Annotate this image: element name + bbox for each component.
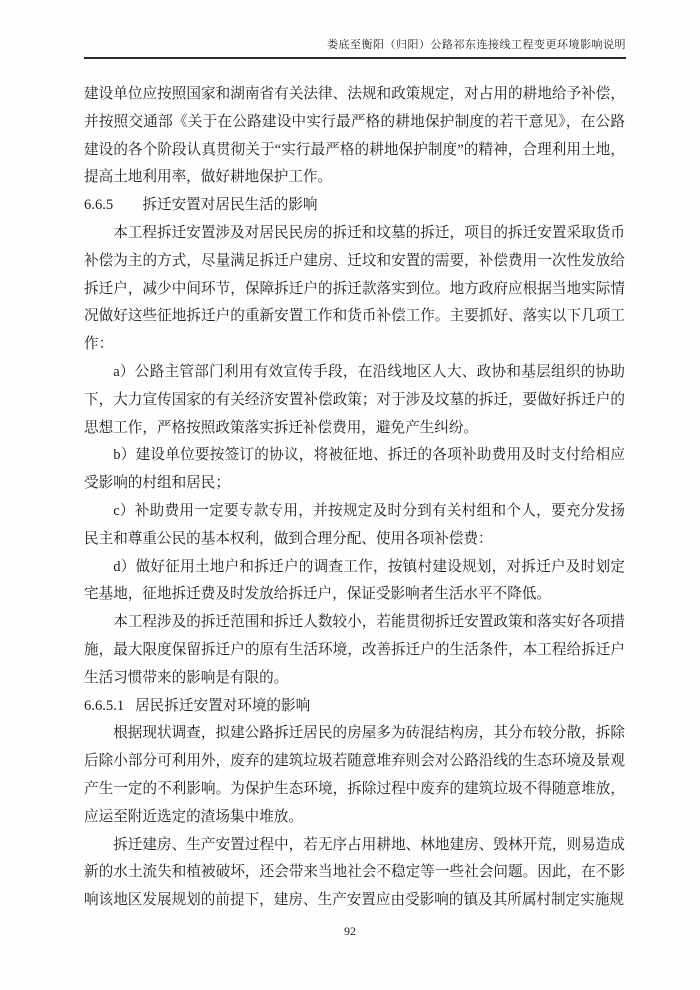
list-item-d: d）做好征用土地户和拆迁户的调查工作，按镇村建设规划，对拆迁户及时划定宅基地，征地拆迁费及时发放给拆迁户，保证受影响者生活水平不降低。 — [84, 558, 625, 603]
section-heading-6-6-5 — [84, 192, 625, 220]
paragraph-demolition-waste: 根据现状调查，拟建公路拆迁居民的房屋多为砖混结构房，其分布较分散，拆除后除小部分可利用外，废弃的建筑垃圾若随意堆弃则会对公路沿线的生态环境及景观产生一定的不利影响。为保护生态环境，拆除过程中废弃的建筑垃圾不得随意堆放，应运至附近选定的渣场集中堆放。 — [84, 725, 625, 825]
paragraph-continuation: 建设单位应按照国家和湖南省有关法律、法规和政策规定，对占用的耕地给予补偿，并按照交通部《关于在公路建设中实行最严格的耕地保护制度的若干意见》，在公路建设的各个阶段认真贯彻关于“实行最严格的耕地保护制度”的精神，合理利用土地，提高土地利用率，做好耕地保护工作。 — [84, 86, 625, 186]
section-heading-6-6-5-1 — [84, 693, 625, 721]
list-item-a: a）公路主管部门利用有效宣传手段，在沿线地区人大、政协和基层组织的协助下，大力宣传国家的有关经济安置补偿政策；对于涉及坟墓的拆迁，要做好拆迁户的思想工作，严格按照政策落实拆迁补偿费用，避免产生纠纷。 — [84, 363, 625, 436]
list-item-b: b）建设单位要按签订的协议，将被征地、拆迁的各项补助费用及时支付给相应受影响的村组和居民； — [84, 447, 625, 492]
page-header — [84, 36, 626, 59]
section-title: 拆迁安置对居民生活的影响 — [142, 197, 318, 214]
section-title: 居民拆迁安置对环境的影响 — [135, 697, 311, 714]
section-number: 6.6.5.1 — [84, 697, 125, 714]
page-number: 92 — [344, 924, 356, 938]
list-item-c: c）补助费用一定要专款专用，并按规定及时分到有关村组和个人，要充分发扬民主和尊重公民的基本权利，做到合理分配、使用各项补偿费： — [84, 502, 625, 547]
paragraph-resettlement-conclusion: 本工程涉及的拆迁范围和拆迁人数较小，若能贯彻拆迁安置政策和落实好各项措施，最大限度保留拆迁户的原有生活环境，改善拆迁户的生活条件，本工程给拆迁户生活习惯带来的影响是有限的。 — [84, 614, 625, 686]
section-number: 6.6.5 — [84, 197, 114, 214]
paragraph-rebuild-impact: 拆迁建房、生产安置过程中，若无序占用耕地、林地建房、毁林开荒，则易造成新的水土流失和植被破坏，还会带来当地社会不稳定等一些社会问题。因此，在不影响该地区发展规划的前提下，建房、生产安置应由受影响的镇及其所属村制定实施规 — [84, 836, 625, 909]
document-body — [84, 81, 625, 915]
running-header-title: 娄底至衡阳（归阳）公路祁东连接线工程变更环境影响说明 — [327, 39, 626, 51]
paragraph-resettlement-intro: 本工程拆迁安置涉及对居民民房的拆迁和坟墓的拆迁，项目的拆迁安置采取货币补偿为主的方式，尽量满足拆迁户建房、迁坟和安置的需要，补偿费用一次性发放给拆迁户，减少中间环节，保障拆迁户的拆迁款落实到位。地方政府应根据当地实际情况做好这些征地拆迁户的重新安置工作和货币补偿工作。主要抓好、落实以下几项工作： — [84, 224, 625, 353]
page-footer — [0, 924, 700, 939]
